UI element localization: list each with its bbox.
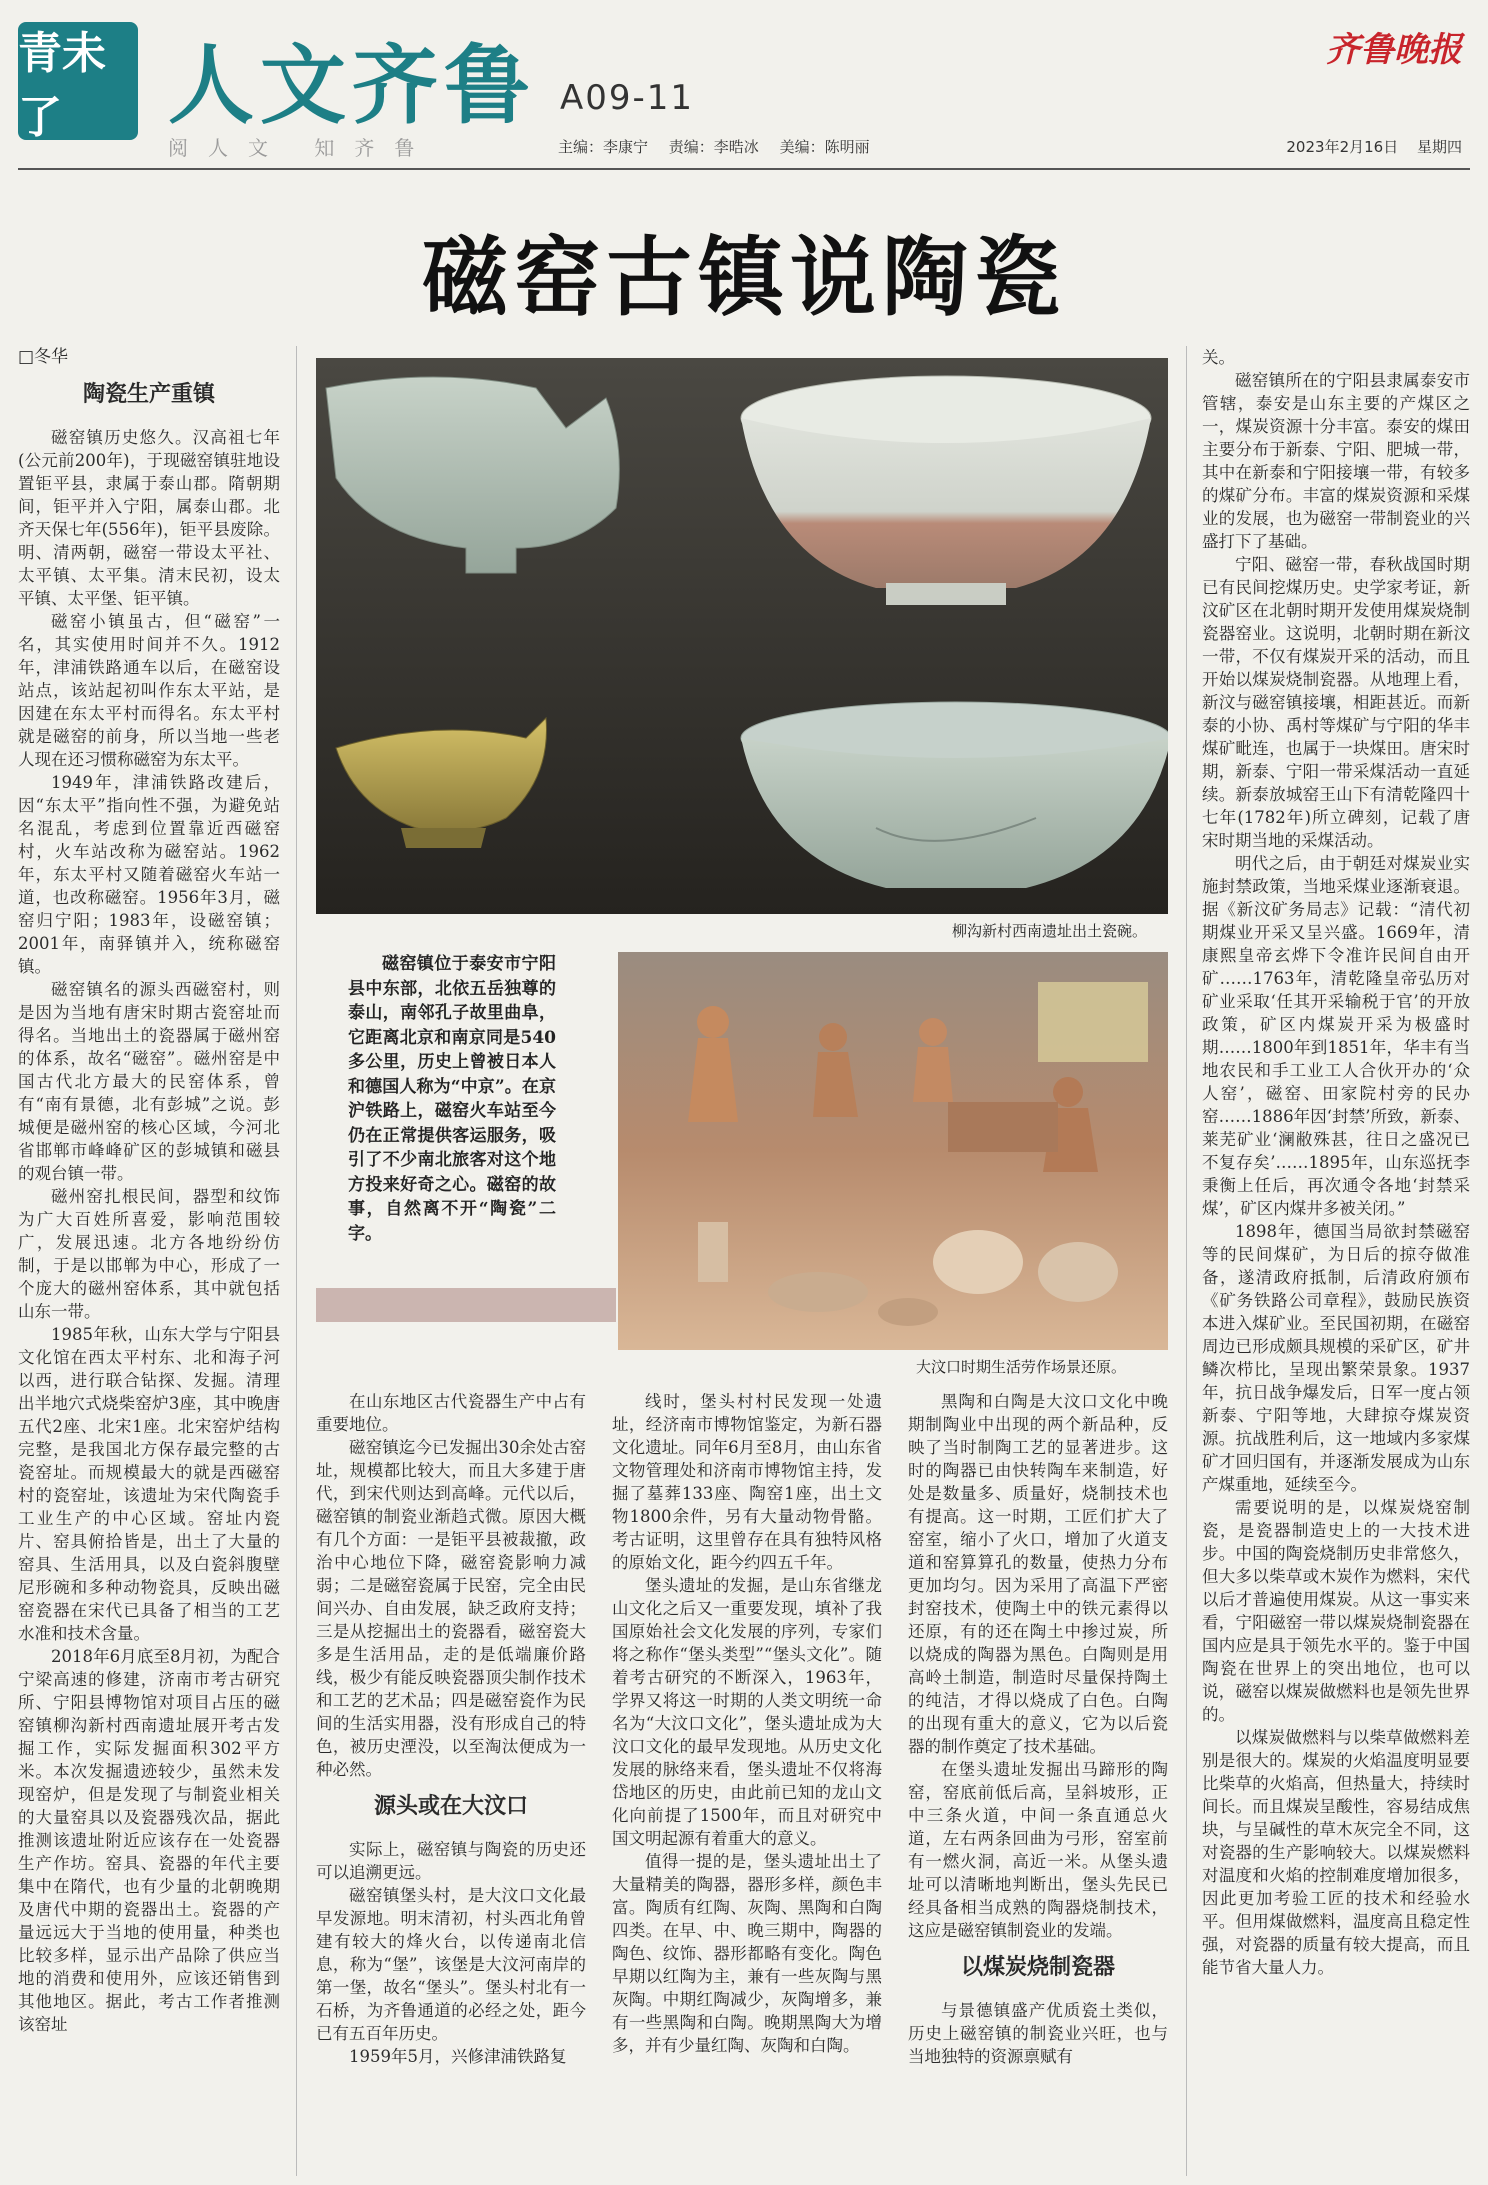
page-number: A09-11 (560, 78, 695, 118)
header-rule (18, 168, 1470, 170)
dateline (1286, 136, 1462, 157)
column-5 (1202, 346, 1470, 2176)
column-3 (612, 1390, 882, 2176)
paragraph: 在山东地区古代瓷器生产中占有重要地位。 (316, 1392, 586, 1434)
paragraph: 线时，堡头村村民发现一处遗址，经济南市博物馆鉴定，为新石器文化遗址。同年6月至8月，由山东省文物管理处和济南市博物馆主持，发掘了墓葬133座、陶窑1座，出土文物1800余件，另有大量动物骨骼。考古证明，这里曾存在具有独特风格的原始文化，距今约四五千年。 (612, 1392, 882, 1572)
editor-duty: 责编：李晧冰 (668, 138, 759, 156)
editor-credits (558, 136, 886, 157)
paragraph: 实际上，磁窑镇与陶瓷的历史还可以追溯更远。 (316, 1840, 586, 1882)
section-heading-1: 陶瓷生产重镇 (82, 381, 215, 407)
issue-weekday: 星期四 (1416, 138, 1462, 156)
column-4 (908, 1390, 1168, 2176)
paragraph: 2018年6月底至8月初，为配合宁梁高速的修建，济南市考古研究所、宁阳县博物馆对项目占压的磁窑镇柳沟新村西南遗址展开考古发掘工作，实际发掘面积302平方米。本次发掘遗迹较少，虽然未发现窑炉，但是发现了与制瓷业相关的大量窑具以及瓷器残次品，据此推测该遗址附近应该存在一处瓷器生产作坊。窑具、瓷器的年代主要集中在隋代，也有少量的北朝晚期及唐代中期的瓷器出土。瓷器的产量远远大于当地的使用量，种类也比较多样，显示出产品除了供应当地的消费和使用外，应该还销售到其他地区。据此，考古工作者推测该窑址 (18, 1647, 280, 2034)
paragraph: 需要说明的是，以煤炭烧窑制瓷，是瓷器制造史上的一大技术进步。中国的陶瓷烧制历史非常悠久，但大多以柴草或木炭作为燃料，宋代以后才普遍使用煤炭。从这一事实来看，宁阳磁窑一带以煤炭烧制瓷器在国内应是具于领先水平的。鉴于中国陶瓷在世界上的突出地位，也可以说，磁窑以煤炭做燃料也是领先世界的。 (1202, 1498, 1470, 1724)
paragraph: 黑陶和白陶是大汶口文化中晚期制陶业中出现的两个新品种，反映了当时制陶工艺的显著进步。这时的陶器已由快转陶车来制造，好处是数量多、质量好，烧制技术也有提高。这一时期，工匠们扩大了窑室，缩小了火口，增加了火道支道和窑算算孔的数量，使热力分布更加均匀。因为采用了高温下严密封窑技术，使陶土中的铁元素得以还原，有的还在陶土中掺过炭，所以烧成的陶器为黑色。白陶则是用高岭土制造，制造时尽量保持陶土的纯洁，才得以烧成了白色。白陶的出现有重大的意义，它为以后瓷器的制作奠定了技术基础。 (908, 1392, 1168, 1756)
intro-paragraph: 磁窑镇位于泰安市宁阳县中东部，北依五岳独尊的泰山，南邻孔子故里曲阜，它距离北京和南京同是540多公里，历史上曾被日本人和德国人称为“中京”。在京沪铁路上，磁窑火车站至今仍在正常提供客运服务，吸引了不少南北旅客对这个地方投来好奇之心。磁窑的故事，自然离不开“陶瓷”二字。 (348, 954, 556, 1244)
paragraph: 磁窑镇所在的宁阳县隶属泰安市管辖，泰安是山东主要的产煤区之一，煤炭资源十分丰富。泰安的煤田主要分布于新泰、宁阳、肥城一带，其中在新泰和宁阳接壤一带，有较多的煤矿分布。丰富的煤炭资源和采煤业的发展，也为磁窑一带制瓷业的兴盛打下了基础。 (1202, 371, 1470, 551)
paragraph: 关。 (1202, 348, 1235, 367)
article-intro (348, 952, 556, 1246)
article-headline: 磁窑古镇说陶瓷 (422, 227, 1066, 328)
column-2 (316, 1390, 586, 2176)
editor-chief: 主编：李康宁 (558, 138, 649, 156)
column-1 (18, 346, 280, 2176)
section-heading-3: 以煤炭烧制瓷器 (960, 1954, 1115, 1980)
paragraph: 磁窑镇名的源头西磁窑村，则是因为当地有唐宋时期古瓷窑址而得名。当地出土的瓷器属于磁州窑的体系，故名“磁窑”。磁州窑是中国古代北方最大的民窑体系，曾有“南有景德，北有彭城”之说。彭城便是磁州窑的核心区域，今河北省邯郸市峰峰矿区的彭城镇和磁县的观台镇一带。 (18, 980, 280, 1183)
newspaper-brand-logo: 齐鲁晚报 (1326, 30, 1462, 70)
photo-dawenkou-diorama (618, 952, 1168, 1350)
paragraph: 值得一提的是，堡头遗址出土了大量精美的陶器，器形多样，颜色丰富。陶质有红陶、灰陶、黑陶和白陶四类。在早、中、晚三期中，陶器的陶色、纹饰、器形都略有变化。陶色早期以红陶为主，兼有一些灰陶与黑灰陶。中期红陶减少，灰陶增多，兼有一些黑陶和白陶。晚期黑陶大为增多，并有少量红陶、灰陶和白陶。 (612, 1852, 882, 2055)
masthead-title: 人文齐鲁 (168, 35, 536, 136)
paragraph: 磁窑镇堡头村，是大汶口文化最早发源地。明末清初，村头西北角曾建有较大的烽火台，以传递南北信息，称为“堡”，该堡是大汶河南岸的第一堡，故名“堡头”。堡头村北有一石桥，为齐鲁通道的必经之处，距今已有五百年历史。 (316, 1886, 586, 2043)
paragraph: 宁阳、磁窑一带，春秋战国时期已有民间挖煤历史。史学家考证，新汶矿区在北朝时期开发使用煤炭烧制瓷器窑业。这说明，北朝时期在新汶一带，不仅有煤炭开采的活动，而且开始以煤炭烧制瓷器。从地理上看，新汶与磁窑镇接壤，相距甚近。而新泰的小协、禹村等煤矿与宁阳的华丰煤矿毗连，也属于一块煤田。唐宋时期，新泰、宁阳一带采煤活动一直延续。新泰放城窑王山下有清乾隆四十七年(1782年)所立碑刻，记载了唐宋时期当地的采煤活动。 (1202, 555, 1470, 850)
issue-date: 2023年2月16日 (1286, 138, 1399, 156)
qingweiliao-logo: 青未了 (18, 22, 138, 140)
photo-caption-diorama: 大汶口时期生活劳作场景还原。 (916, 1358, 1127, 1376)
paragraph: 1949年，津浦铁路改建后，因“东太平”指向性不强，为避免站名混乱，考虑到位置靠近西磁窑村，火车站改称为磁窑站。1962年，东太平村又随着磁窑火车站一道，也改称磁窑。1956年3月，磁窑归宁阳；1983年，设磁窑镇；2001年，南驿镇并入，统称磁窑镇。 (18, 773, 280, 976)
paragraph: 1985年秋，山东大学与宁阳县文化馆在西太平村东、北和海子河以西，进行联合钻探、发掘。清理出半地穴式烧柴窑炉3座，其中晚唐五代2座、北宋1座。北宋窑炉结构完整，是我国北方保存最完整的古瓷窑址。而规模最大的就是西磁窑村的瓷窑址，该遗址为宋代陶瓷手工业生产的中心区域。窑址内瓷片、窑具俯拾皆是，出土了大量的窑具、生活用具，以及白瓷斜腹壁尼形碗和多种动物瓷具，反映出磁窑瓷器在宋代已具备了相当的工艺水准和技术含量。 (18, 1325, 280, 1643)
photo-caption-bowls: 柳沟新村西南遗址出土瓷碗。 (952, 922, 1148, 940)
paragraph: 磁州窑扎根民间，器型和纹饰为广大百姓所喜爱，影响范围较广，发展迅速。北方各地纷纷仿制，于是以邯郸为中心，形成了一个庞大的磁州窑体系，其中就包括山东一带。 (18, 1187, 280, 1321)
paragraph: 在堡头遗址发掘出马蹄形的陶窑，窑底前低后高，呈斜坡形，正中三条火道，中间一条直通总火道，左右两条回曲为弓形，窑室前有一燃火洞，高近一米。从堡头遗址可以清晰地判断出，堡头先民已经具备相当成熟的陶器烧制技术，这应是磁窑镇制瓷业的发端。 (908, 1760, 1168, 1940)
paragraph: 1959年5月，兴修津浦铁路复 (349, 2047, 567, 2066)
paragraph: 1898年，德国当局欲封禁磁窑等的民间煤矿，为日后的掠夺做准备，遂清政府抵制，后清政府颁布《矿务铁路公司章程》，鼓励民族资本进入煤矿业。至民国初期，在磁窑周边已形成颇具规模的采矿区，矿井鳞次栉比，呈现出繁荣景象。1937年，抗日战争爆发后，日军一度占领新泰、宁阳等地，大肆掠夺煤炭资源。抗战胜利后，这一地域内多家煤矿才回归国有，并逐渐发展成为山东产煤重地，延续至今。 (1202, 1222, 1470, 1494)
paragraph: 以煤炭做燃料与以柴草做燃料差别是很大的。煤炭的火焰温度明显要比柴草的火焰高，但热量大，持续时间长。而且煤炭呈酸性，容易结成焦块，与呈碱性的草木灰完全不同，这对瓷器的生产影响较大。以煤炭燃料对温度和火焰的控制难度增加很多，因此更加考验工匠的技术和经验水平。但用煤做燃料，温度高且稳定性强，对瓷器的质量有较大提高，而且能节省大量人力。 (1202, 1728, 1470, 1977)
section-heading-2: 源头或在大汶口 (373, 1793, 528, 1819)
paragraph: 磁窑镇历史悠久。汉高祖七年(公元前200年)，于现磁窑镇驻地设置钜平县，隶属于泰山郡。隋朝期间，钜平并入宁阳，属泰山郡。北齐天保七年(556年)，钜平县废除。明、清两朝，磁窑一带设太平社、太平镇、太平集。清末民初，设太平镇、太平堡、钜平镇。 (18, 428, 280, 608)
paragraph: 磁窑小镇虽古，但“磁窑”一名，其实使用时间并不久。1912年，津浦铁路通车以后，在磁窑设站点，该站起初叫作东太平站，是因建在东太平村而得名。东太平村就是磁窑的前身，所以当地一些老人现在还习惯称磁窑为东太平。 (18, 612, 280, 769)
column-divider (1186, 346, 1187, 2176)
paragraph: 与景德镇盛产优质瓷土类似，历史上磁窑镇的制瓷业兴旺，也与当地独特的资源禀赋有 (908, 2001, 1168, 2066)
bowls-illustration (316, 358, 1168, 914)
paragraph: 磁窑镇迄今已发掘出30余处古窑址，规模都比较大，而且大多建于唐代，到宋代则达到高峰。元代以后，磁窑镇的制瓷业渐趋式微。原因大概有几个方面：一是钜平县被裁撤，政治中心地位下降，磁窑瓷影响力减弱；二是磁窑瓷属于民窑，完全由民间兴办、自由发展，缺乏政府支持；三是从挖掘出土的瓷器看，磁窑瓷大多是生活用品，走的是低端廉价路线，极少有能反映瓷器顶尖制作技术和工艺的艺术品；四是磁窑瓷作为民间的生活实用器，没有形成自己的特色，被历史湮没，以至淘汰便成为一种必然。 (316, 1438, 586, 1779)
byline: □冬华 (18, 347, 69, 367)
intro-accent-bar (316, 1288, 616, 1322)
masthead-slogan: 阅人文 知齐鲁 (168, 136, 435, 160)
column-divider (296, 346, 297, 2176)
paragraph: 明代之后，由于朝廷对煤炭业实施封禁政策，当地采煤业逐渐衰退。据《新汶矿务局志》记载：“清代初期煤业开采又呈兴盛。1669年，清康熙皇帝玄烨下令准许民间自由开矿……1763年，清乾隆皇帝弘历对矿业采取‘任其开采输税于官’的开放政策，矿区内煤炭开采为极盛时期……1800年到1851年，华丰有当地农民和手工业工人合伙开办的‘众人窑’，磁窑、田家院村旁的民办窑……1886年因‘封禁’所致，新泰、莱芜矿业‘澜敝殊甚，往日之盛况已不复存矣’……1895年，山东巡抚李秉衡上任后，再次通令各地‘封禁采煤’，矿区内煤井多被关闭。” (1202, 854, 1470, 1218)
diorama-illustration (618, 952, 1168, 1350)
photo-excavated-bowls (316, 358, 1168, 914)
editor-art: 美编：陈明丽 (779, 138, 870, 156)
paragraph: 堡头遗址的发掘，是山东省继龙山文化之后又一重要发现，填补了我国原始社会文化发展的序列，专家们将之称作“堡头类型”“堡头文化”。随着考古研究的不断深入，1963年，学界又将这一时期的人类文明统一命名为“大汶口文化”，堡头遗址成为大汶口文化的最早发现地。从历史文化发展的脉络来看，堡头遗址不仅将海岱地区的历史，由此前已知的龙山文化向前提了1500年，而且对研究中国文明起源有着重大的意义。 (612, 1576, 882, 1848)
